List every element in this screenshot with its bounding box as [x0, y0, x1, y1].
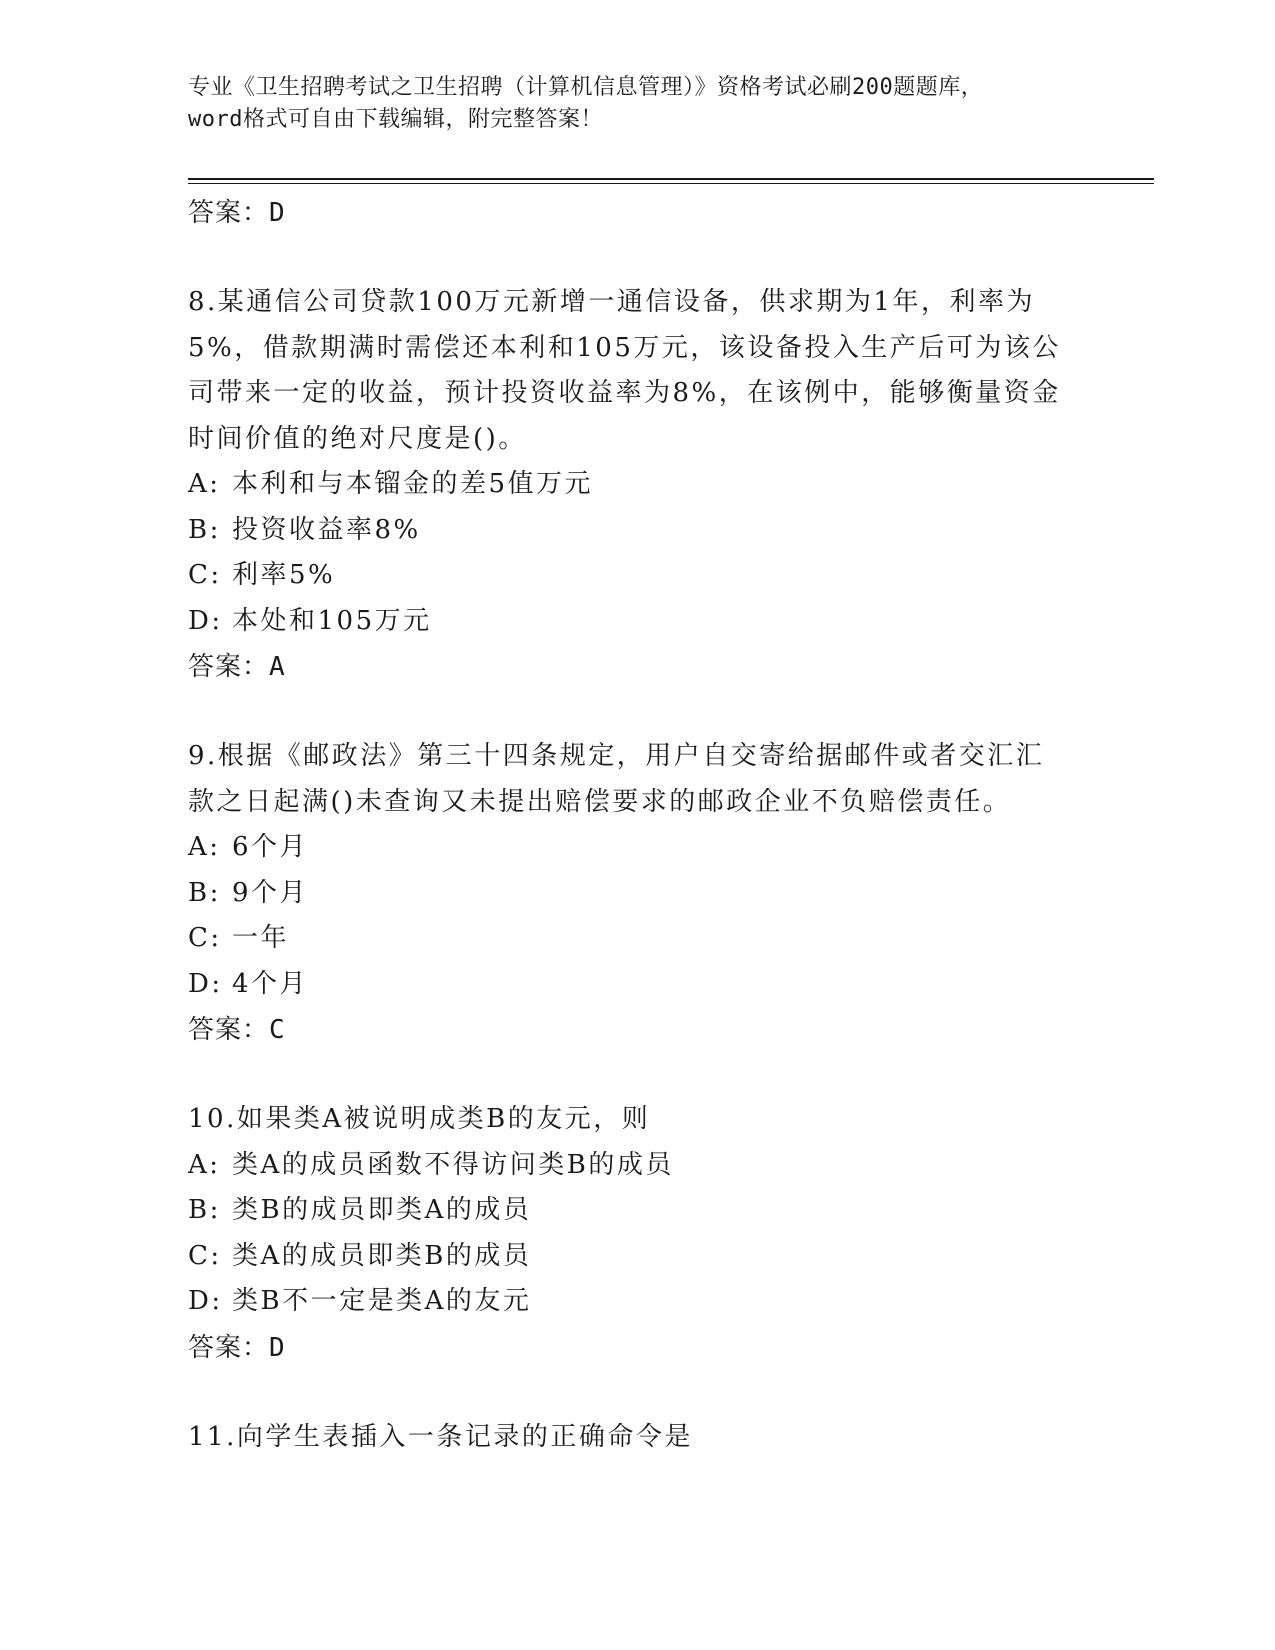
spacer	[188, 1371, 1068, 1415]
option-key: A:	[188, 832, 221, 862]
answer-label: 答案：	[188, 652, 270, 682]
option-text: 一年	[232, 923, 290, 953]
option-a	[188, 1143, 1068, 1189]
question-9	[188, 734, 1068, 1053]
option-key: B:	[188, 514, 221, 545]
answer-value: C	[269, 1015, 286, 1045]
option-text: 本处和105万元	[232, 605, 432, 636]
answer	[188, 644, 1068, 690]
header-line-2: word格式可自由下载编辑，附完整答案！	[188, 107, 603, 132]
question-10	[188, 1097, 1068, 1371]
option-b	[188, 1188, 1068, 1234]
option-text: 类B不一定是类A的友元	[232, 1286, 532, 1316]
option-key: C:	[188, 923, 222, 953]
answer-label: 答案：	[188, 1015, 270, 1045]
option-text: 4个月	[232, 968, 309, 999]
previous-answer	[188, 190, 1068, 236]
question-8	[188, 280, 1068, 690]
question-stem: 10.如果类A被说明成类B的友元，则	[188, 1104, 651, 1134]
option-b	[188, 871, 1068, 917]
option-text: 类B的成员即类A的成员	[232, 1195, 532, 1225]
spacer	[188, 1053, 1068, 1097]
answer	[188, 1007, 1068, 1053]
option-a	[188, 462, 1068, 508]
option-text: 本利和与本镏金的差5值万元	[232, 469, 594, 499]
answer-value: A	[269, 652, 286, 682]
option-d	[188, 599, 1068, 645]
option-c	[188, 1234, 1068, 1280]
question-stem: 8.某通信公司贷款100万元新增一通信设备，供求期为1年，利率为5%，借款期满时需偿还本利和105万元，该设备投入生产后可为该公司带来一定的收益，预计投资收益率为8%，在该例中，能够衡量资金时间价值的绝对尺度是()。	[188, 287, 1061, 454]
answer-label: 答案：	[188, 1332, 270, 1363]
option-text: 类A的成员即类B的成员	[232, 1240, 532, 1271]
option-text: 类A的成员函数不得访问类B的成员	[232, 1149, 674, 1180]
spacer	[188, 236, 1068, 280]
option-text: 6个月	[232, 832, 309, 862]
option-d	[188, 962, 1068, 1008]
option-key: D:	[188, 968, 223, 999]
option-key: C:	[188, 1240, 222, 1271]
question-11	[188, 1415, 1068, 1461]
answer-value: D	[269, 1332, 286, 1363]
header-divider-thick	[188, 178, 1154, 180]
spacer	[188, 690, 1068, 734]
question-list	[188, 190, 1068, 1460]
option-c	[188, 553, 1068, 599]
option-key: C:	[188, 560, 222, 590]
option-key: B:	[188, 877, 221, 908]
header-line-1: 专业《卫生招聘考试之卫生招聘（计算机信息管理）》资格考试必刷200题题库，	[188, 75, 984, 100]
option-text: 9个月	[232, 877, 309, 908]
document-header	[188, 72, 1108, 136]
option-text: 投资收益率8%	[232, 514, 421, 545]
option-b	[188, 508, 1068, 554]
option-a	[188, 825, 1068, 871]
answer-label: 答案：	[188, 198, 270, 228]
answer-value: D	[269, 198, 286, 228]
question-stem: 11.向学生表插入一条记录的正确命令是	[188, 1421, 693, 1452]
option-key: A:	[188, 469, 221, 499]
option-key: D:	[188, 1286, 223, 1316]
option-key: B:	[188, 1195, 221, 1225]
question-stem: 9.根据《邮政法》第三十四条规定，用户自交寄给据邮件或者交汇汇款之日起满()未查询又未提出赔偿要求的邮政企业不负赔偿责任。	[188, 741, 1045, 817]
answer	[188, 1325, 1068, 1371]
option-c	[188, 916, 1068, 962]
header-divider-thin	[188, 183, 1154, 184]
option-key: D:	[188, 605, 223, 636]
option-d	[188, 1279, 1068, 1325]
option-text: 利率5%	[232, 560, 336, 590]
option-key: A:	[188, 1149, 221, 1180]
